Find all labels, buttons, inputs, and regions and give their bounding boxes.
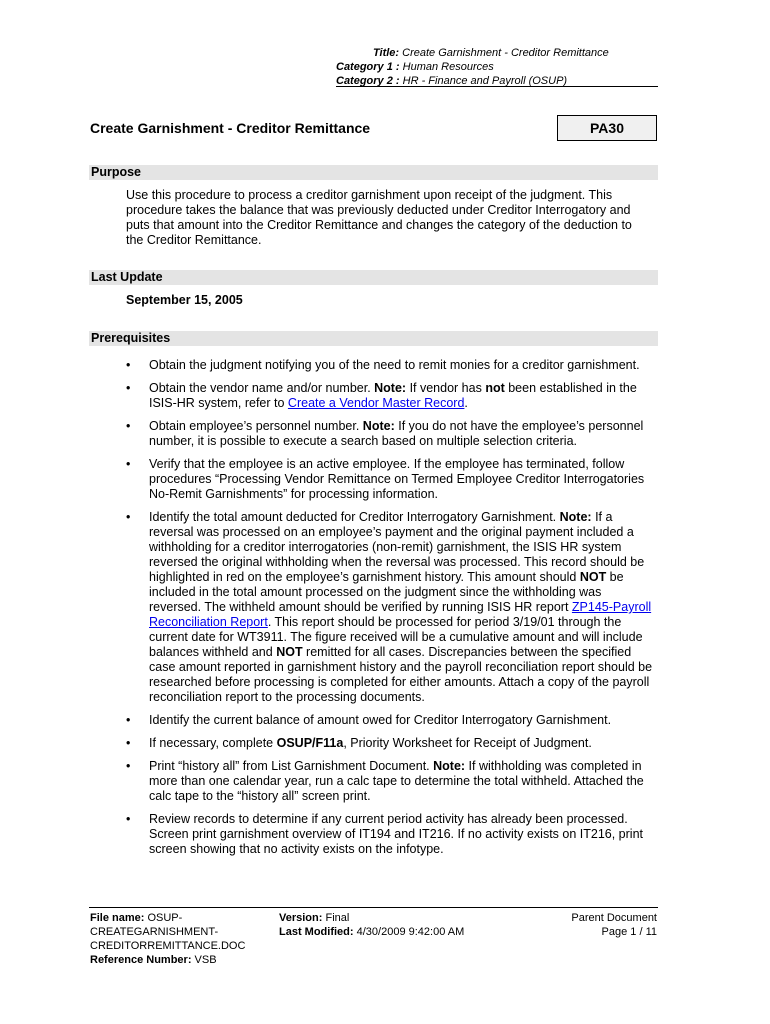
bullet-icon: •: [126, 381, 131, 395]
prerequisites-list: [126, 358, 656, 865]
list-item: • Obtain the judgment notifying you of the need to remit monies for a creditor garnishment.: [126, 358, 640, 372]
header-divider: [336, 86, 658, 87]
header-category1-row: Category 1 : Human Resources: [336, 61, 494, 73]
list-item: • Identify the total amount deducted for Creditor Interrogatory Garnishment. Note: If a reversal was processed on an employee’s payment and the original payment included a withholding for a creditor interrogatories (non-remit) garnishment, the ISIS HR system reversed the original withholding when the reversal was processed. This record should be highlighted in red on the employee’s garnishment history. This amount should NOT be included in the total amount processed on the judgment since the withholding was reversed. The withheld amount should be verified by running ISIS HR report ZP145-Payroll Reconciliation Report. This report should be processed for period 3/19/01 through the current date for WT3911. The figure received will be a cumulative amount and will include balances withheld and NOT remitted for all cases. Discrepancies between the specified case amount reported in garnishment history and the payroll reconciliation report should be researched before processing is completed for either amounts. Attach a copy of the payroll reconciliation report to the processing documents.: [126, 510, 653, 704]
footer-file-info: File name: OSUP- CREATEGARNISHMENT- CREDITORREMITTANCE.DOC Reference Number: VSB: [90, 912, 246, 966]
list-item: • Verify that the employee is an active employee. If the employee has terminated, follow procedures “Processing Vendor Remittance on Termed Employee Creditor Interrogatories No-Remit Garnishments” for processing information.: [126, 457, 645, 501]
list-item: • Identify the current balance of amount owed for Creditor Interrogatory Garnishment.: [126, 713, 612, 727]
payroll-reconciliation-report-link[interactable]: ZP145-Payroll Reconciliation Report: [149, 600, 652, 629]
parent-document-label: Parent Document: [571, 912, 657, 924]
bullet-icon: •: [126, 358, 131, 372]
last-update-heading: Last Update: [89, 270, 658, 285]
header-title-row: Title: Create Garnishment - Creditor Remittance: [373, 47, 609, 59]
list-item: • Print “history all” from List Garnishment Document. Note: If withholding was completed in more than one calendar year, run a calc tape to determine the total withheld. Attached the calc tape to the “history all” screen print.: [126, 759, 644, 803]
footer-page-info: [520, 911, 657, 939]
bullet-icon: •: [126, 759, 131, 773]
document-header: [336, 46, 609, 88]
list-item: • Review records to determine if any current period activity has already been processed. Screen print garnishment overview of IT194 and IT216. If no activity exists on IT216, print screen showing that no activity exists on the infotype.: [126, 812, 643, 856]
purpose-text: Use this procedure to process a creditor garnishment upon receipt of the judgment. This procedure takes the balance that was previously deducted under Creditor Interrogatory and puts that amount into the Creditor Remittance and changes the category of the deduction to the Creditor Remittance.: [126, 188, 632, 247]
last-update-date: September 15, 2005: [126, 293, 243, 307]
list-item: • If necessary, complete OSUP/F11a, Priority Worksheet for Receipt of Judgment.: [126, 736, 592, 750]
footer-divider: [89, 907, 658, 908]
create-vendor-master-record-link[interactable]: Create a Vendor Master Record: [287, 396, 465, 410]
transaction-code-box: PA30: [557, 115, 657, 141]
list-item: • Obtain employee’s personnel number. Note: If you do not have the employee’s personnel number, it is possible to execute a search based on multiple selection criteria.: [126, 419, 644, 448]
bullet-icon: •: [126, 812, 131, 826]
list-item: • Obtain the vendor name and/or number. Note: If vendor has not been established in the ISIS-HR system, refer to Create a Vendor Master Record.: [126, 381, 637, 410]
bullet-icon: •: [126, 713, 131, 727]
footer-version-info: Version: Final Last Modified: 4/30/2009 9:42:00 AM: [279, 912, 465, 938]
page-number: Page 1 / 11: [601, 926, 657, 938]
bullet-icon: •: [126, 457, 131, 471]
header-category2-row: Category 2 : HR - Finance and Payroll (OSUP): [336, 75, 568, 87]
bullet-icon: •: [126, 419, 131, 433]
purpose-heading: Purpose: [89, 165, 658, 180]
prerequisites-heading: Prerequisites: [89, 331, 658, 346]
bullet-icon: •: [126, 736, 131, 750]
page-title: Create Garnishment - Creditor Remittance: [90, 120, 371, 136]
bullet-icon: •: [126, 510, 131, 524]
